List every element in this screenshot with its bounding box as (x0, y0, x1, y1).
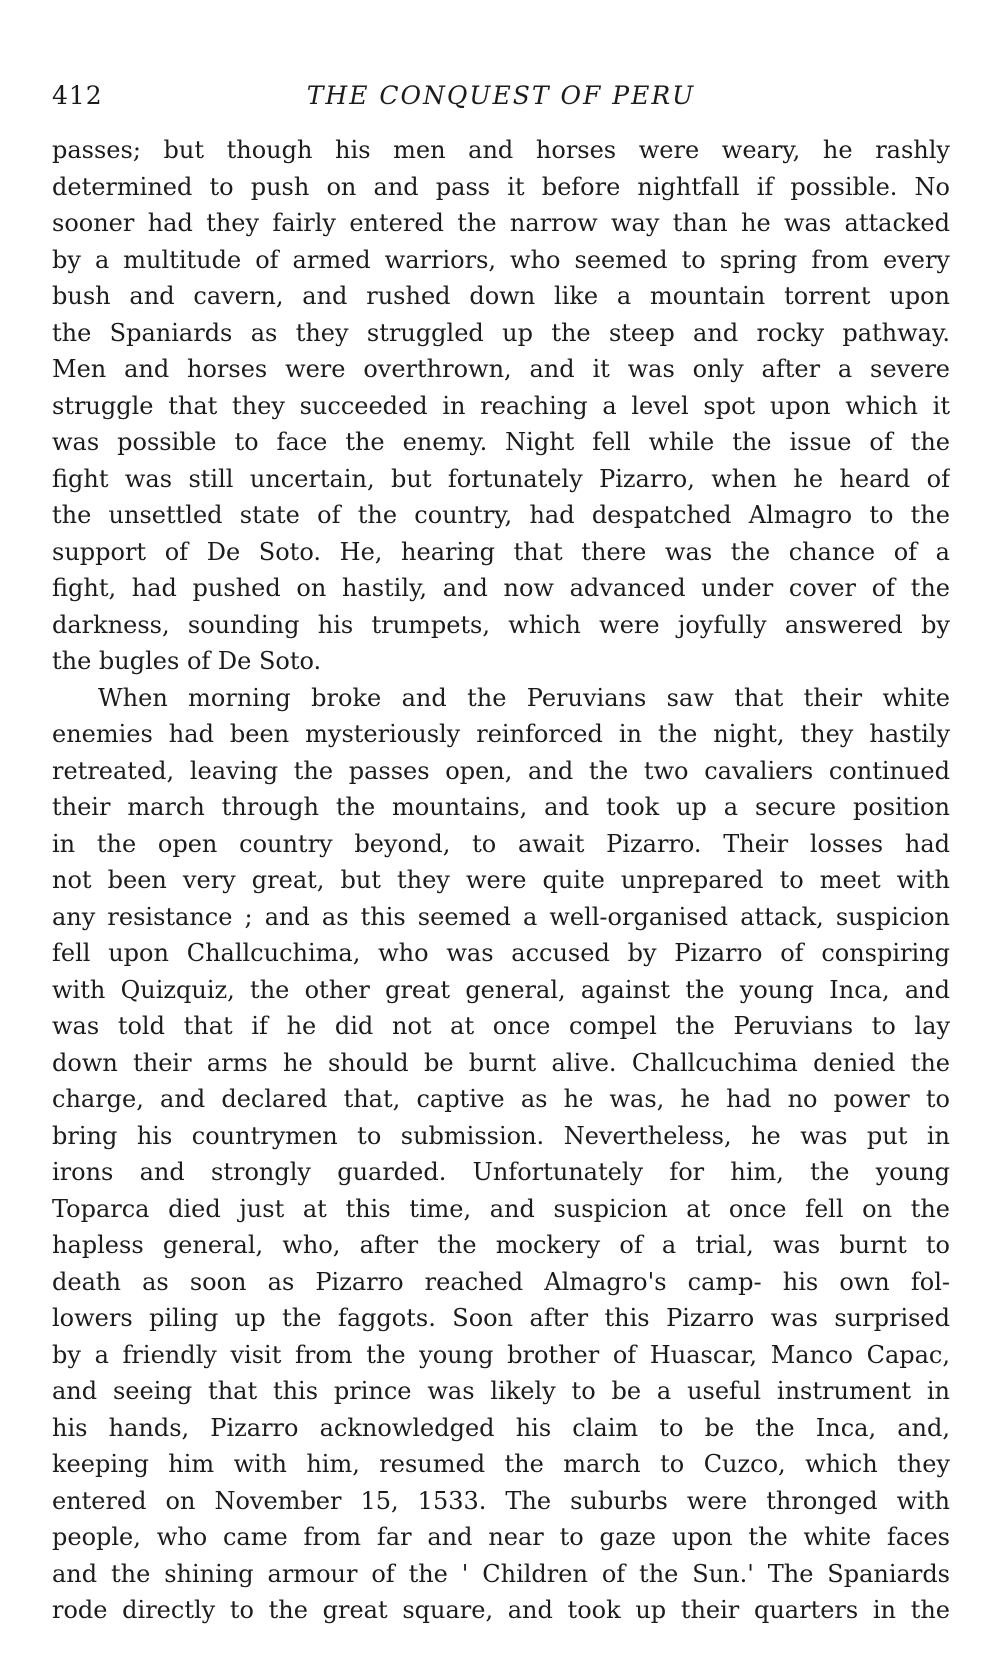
text-line: bush and cavern, and rushed down like a mountain torrent upon (52, 282, 950, 310)
running-title: THE CONQUEST OF PERU (306, 81, 696, 110)
paragraph-1 (52, 132, 950, 680)
text-line: by a friendly visit from the young brother of Huascar, Manco Capac, (52, 1340, 950, 1369)
body-text (52, 132, 950, 1629)
running-head (52, 78, 950, 122)
text-line: his hands, Pizarro acknowledged his claim to be the Inca, and, (52, 1413, 950, 1442)
text-line: fell upon Challcuchima, who was accused by Pizarro of conspiring (52, 939, 950, 967)
text-line: keeping him with him, resumed the march to Cuzco, which they (52, 1450, 950, 1478)
text-line: passes; but though his men and horses were weary, he rashly (52, 136, 950, 164)
text-line: the Spaniards as they struggled up the steep and rocky pathway. (52, 318, 950, 347)
text-line: down their arms he should be burnt alive. Challcuchima denied the (52, 1048, 950, 1077)
text-line: and seeing that this prince was likely to be a useful instrument in (52, 1377, 950, 1405)
text-line: was told that if he did not at once compel the Peruvians to lay (52, 1012, 950, 1040)
text-line: the unsettled state of the country, had despatched Almagro to the (52, 501, 950, 529)
text-line: and the shining armour of the ' Children of the Sun.' The Spaniards (52, 1559, 950, 1588)
text-line: any resistance ; and as this seemed a well-organised attack, suspicion (52, 902, 950, 931)
text-line: When morning broke and the Peruvians saw that their white (98, 683, 950, 712)
text-line: death as soon as Pizarro reached Almagro's camp- his own fol- (52, 1267, 950, 1296)
text-line: in the open country beyond, to await Pizarro. Their losses had (52, 829, 950, 858)
text-line: fight, had pushed on hastily, and now advanced under cover of the (52, 574, 950, 602)
text-line: by a multitude of armed warriors, who seemed to spring from every (52, 245, 950, 274)
text-line: not been very great, but they were quite unprepared to meet with (52, 866, 950, 894)
text-line: retreated, leaving the passes open, and the two cavaliers continued (52, 756, 950, 785)
text-line: struggle that they succeeded in reaching a level spot upon which it (52, 391, 950, 420)
page-number: 412 (52, 81, 103, 110)
text-line: entered on November 15, 1533. The suburbs were thronged with (52, 1486, 950, 1515)
text-line: people, who came from far and near to gaze upon the white faces (52, 1523, 950, 1551)
book-page (52, 78, 950, 1629)
text-line: charge, and declared that, captive as he was, he had no power to (52, 1085, 950, 1113)
text-line: fight was still uncertain, but fortunately Pizarro, when he heard of (52, 464, 950, 493)
text-line: was possible to face the enemy. Night fell while the issue of the (52, 428, 950, 456)
text-line: Men and horses were overthrown, and it was only after a severe (52, 355, 950, 383)
text-line: support of De Soto. He, hearing that there was the chance of a (52, 537, 950, 566)
paragraph-2 (52, 680, 950, 1629)
text-line: rode directly to the great square, and took up their quarters in the (52, 1596, 950, 1624)
text-line: lowers piling up the faggots. Soon after this Pizarro was surprised (52, 1304, 950, 1332)
text-line: their march through the mountains, and took up a secure position (52, 793, 950, 821)
text-line: Toparca died just at this time, and suspicion at once fell on the (52, 1194, 950, 1223)
text-line: irons and strongly guarded. Unfortunately for him, the young (52, 1158, 950, 1186)
text-line: enemies had been mysteriously reinforced in the night, they hastily (52, 720, 950, 748)
text-line: determined to push on and pass it before nightfall if possible. No (52, 172, 950, 201)
text-line: hapless general, who, after the mockery of a trial, was burnt to (52, 1231, 950, 1259)
text-line: the bugles of De Soto. (52, 647, 322, 675)
text-line: sooner had they fairly entered the narrow way than he was attacked (52, 209, 950, 237)
text-line: bring his countrymen to submission. Nevertheless, he was put in (52, 1121, 950, 1150)
text-line: with Quizquiz, the other great general, against the young Inca, and (52, 975, 950, 1004)
text-line: darkness, sounding his trumpets, which were joyfully answered by (52, 610, 950, 639)
